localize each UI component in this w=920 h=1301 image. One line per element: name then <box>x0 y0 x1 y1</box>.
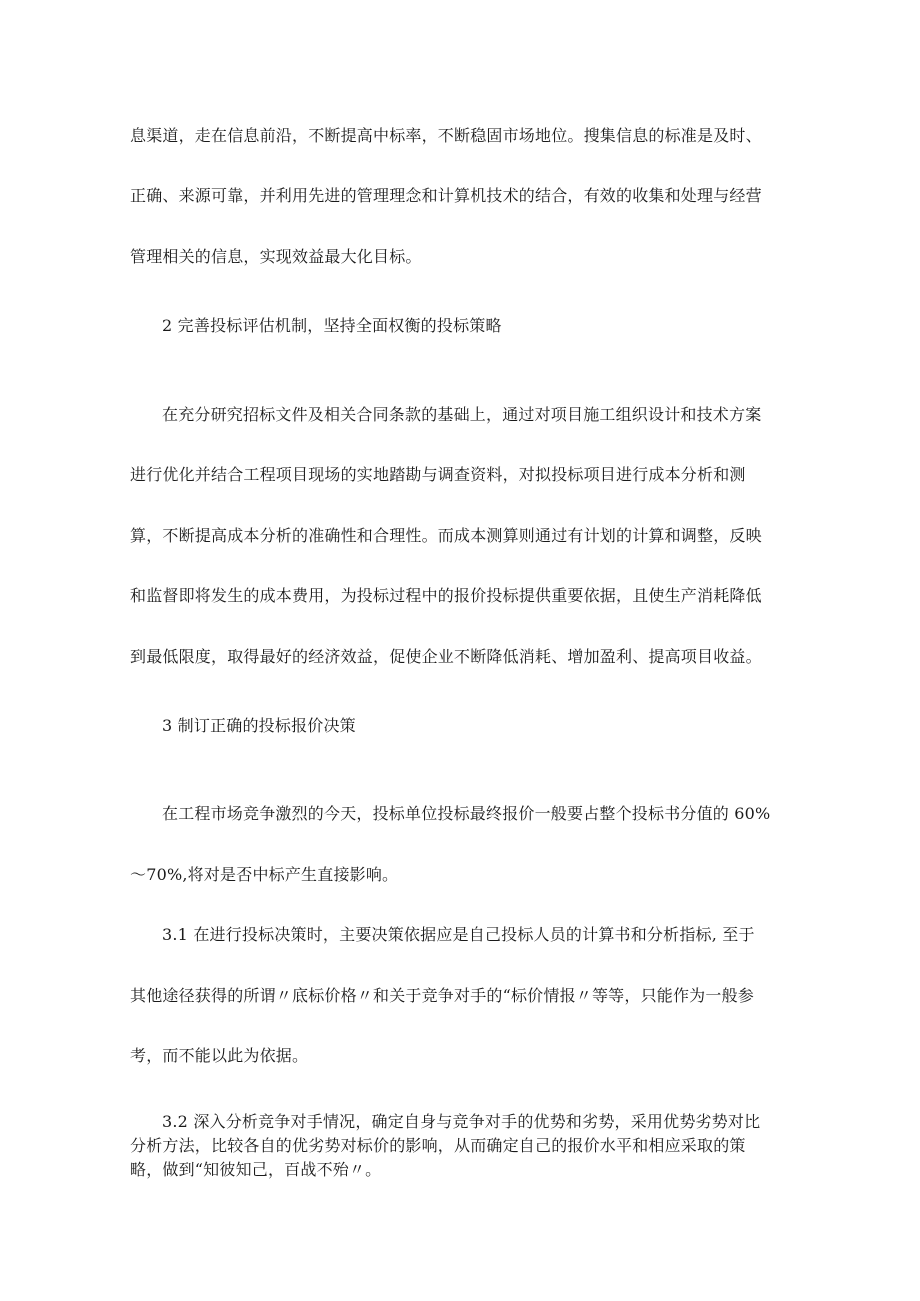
paragraph-line: 在充分研究招标文件及相关合同条款的基础上，通过对项目施工组织设计和技术方案 <box>162 405 762 424</box>
paragraph-line: 其他途径获得的所谓〃底标价格〃和关于竞争对手的“标价情报〃等等，只能作为一般参 <box>130 986 754 1005</box>
paragraph-line: 正确、来源可靠，并利用先进的管理理念和计算机技术的结合，有效的收集和处理与经营 <box>130 186 762 205</box>
paragraph-line: 管理相关的信息，实现效益最大化目标。 <box>130 247 422 266</box>
paragraph-line: 考，而不能以此为依据。 <box>130 1046 309 1065</box>
paragraph-line: 3.2 深入分析竞争对手情况，确定自身与竞争对手的优势和劣势，采用优势劣势对比 <box>162 1112 761 1131</box>
paragraph-line: 算，不断提高成本分析的准确性和合理性。而成本测算则通过有计划的计算和调整，反映 <box>130 526 762 545</box>
paragraph-line: 3.1 在进行投标决策时，主要决策依据应是自己投标人员的计算书和分析指标, 至于 <box>162 925 755 944</box>
paragraph-line: 息渠道，走在信息前沿，不断提高中标率，不断稳固市场地位。搜集信息的标准是及时、 <box>130 126 762 145</box>
section-heading-3: 3 制订正确的投标报价决策 <box>162 716 356 735</box>
section-heading-2: 2 完善投标评估机制，坚持全面权衡的投标策略 <box>162 316 502 335</box>
paragraph-line: 在工程市场竞争激烈的今天，投标单位投标最终报价一般要占整个投标书分值的 60% <box>162 804 771 823</box>
paragraph-line: 和监督即将发生的成本费用，为投标过程中的报价投标提供重要依据，且使生产消耗降低 <box>130 586 762 605</box>
paragraph-line: 进行优化并结合工程项目现场的实地踏勘与调查资料，对拟投标项目进行成本分析和测 <box>130 465 746 484</box>
paragraph-line: 分析方法，比较各自的优劣势对标价的影响，从而确定自己的报价水平和相应采取的策 <box>130 1136 746 1155</box>
paragraph-line: 到最低限度，取得最好的经济效益，促使企业不断降低消耗、增加盈利、提高项目收益。 <box>130 647 762 666</box>
paragraph-line: ～70%,将对是否中标产生直接影响。 <box>130 865 399 884</box>
paragraph-line: 略，做到“知彼知己，百战不殆〃。 <box>130 1160 382 1179</box>
